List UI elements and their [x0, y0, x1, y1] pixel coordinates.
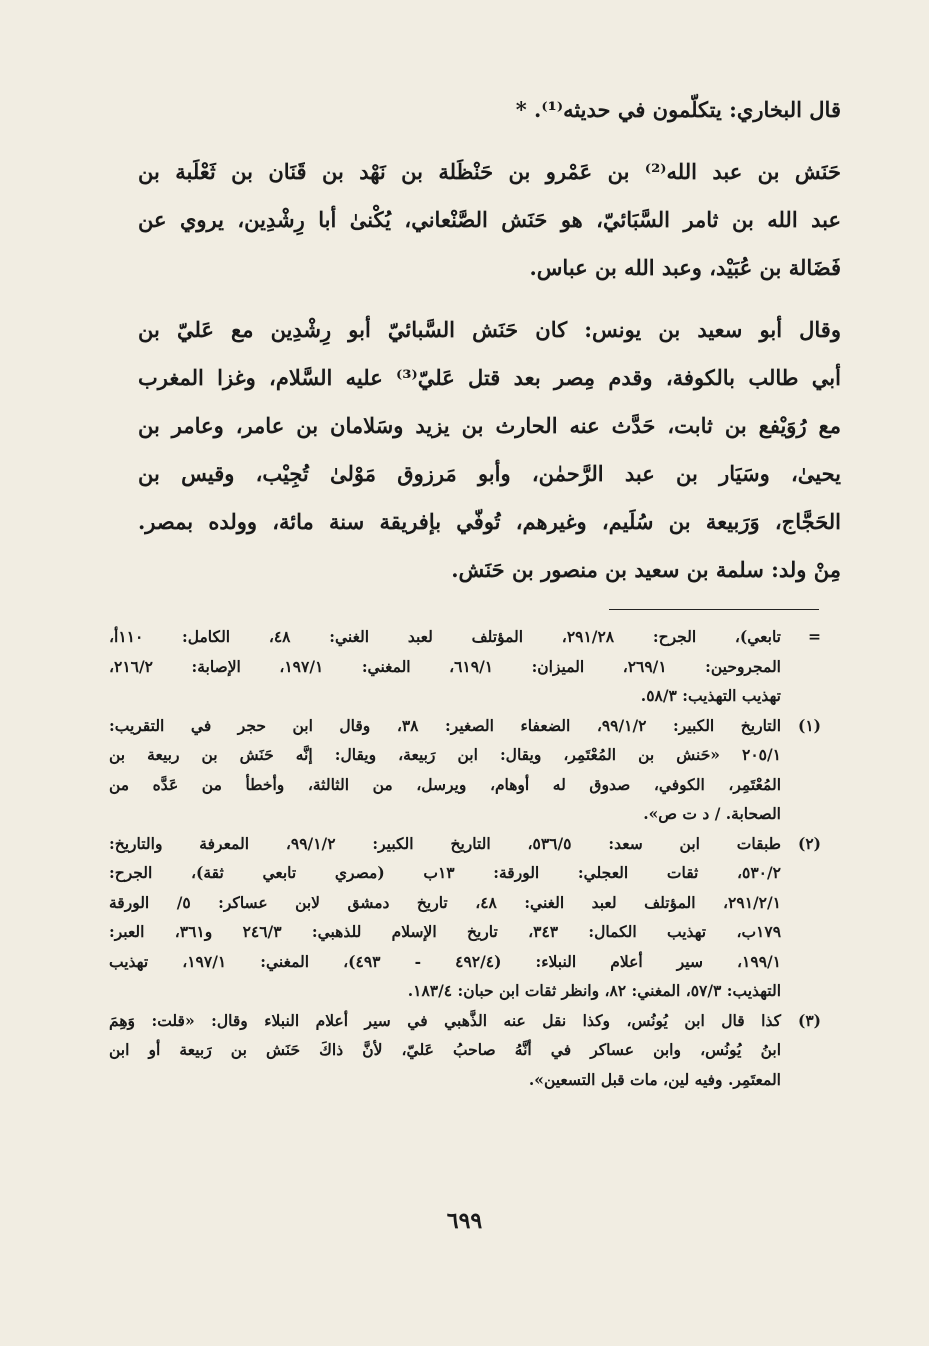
page-number: ٦٩٩: [446, 1208, 483, 1234]
footnotes: [109, 622, 821, 1094]
footnote-separator: [609, 609, 819, 610]
text-line: وقال أبو سعيد بن يونس: كان حَنَش السَّبائيّ أبو رِشْدِين مع عَليّ بن: [138, 317, 841, 342]
footnote-line: تابعي)، الجرح: ٢٩١/٢٨، المؤتلف لعبد الغني: ٤٨، الكامل: ١١٠أ،: [109, 627, 781, 646]
text-line: الحَجَّاج، وَرَبيعة بن سُلَيم، وغيرهم، تُوفّي بإفريقة سنة مائة، وولده بمصر.: [138, 509, 841, 534]
footnote-line: الصحابة. / د ت ص».: [643, 804, 781, 823]
main-text: [138, 86, 841, 594]
footnote-line: ٢٠٥/١ «حَنش بن المُعْتَمِر، ويقال: ابن رَبيعة، ويقال: إنَّه حَنَش بن ربيعة بن: [109, 745, 781, 764]
footnote-line: ٢٩١/٢/١، المؤتلف لعبد الغني: ٤٨، تاريخ دمشق لابن عساكر: ٥/ الورقة: [109, 892, 781, 912]
footnote-continued: [109, 622, 821, 711]
footnote-1: [109, 711, 821, 829]
footnote-line: ١٩٩/١، سير أعلام النبلاء: (٤٩٢/٤ - ٤٩٣)، المغني: ١٩٧/١، تهذيب: [109, 951, 782, 971]
footnote-2: [109, 829, 821, 1006]
footnote-line: ٥٣٠/٢، ثقات العجلي: الورقة: ١٣ب (مصري تابعي ثقة)، الجرح:: [109, 863, 781, 882]
text-line: حَنَش بن عبد الله⁽²⁾ بن عَمْرو بن حَنْظَلة بن نَهْد بن قَنَان بن ثَعْلَبة بن: [138, 159, 841, 184]
footnote-marker: (١): [797, 715, 821, 735]
text-line: يحيىٰ، وسَيَار بن عبد الرَّحمٰن، وأبو مَرزوق مَوْلىٰ تُجِيْب، وقيس بن: [138, 461, 841, 486]
text-line: قال البخاري: يتكلّمون في حديثه⁽¹⁾. *: [515, 97, 841, 122]
footnote-line: المجروحين: ٢٦٩/١، الميزان: ٦١٩/١، المغني: ١٩٧/١، الإصابة: ٢١٦/٢،: [109, 656, 781, 676]
footnote-line: المعتَمِر. وفيه لين، مات قبل التسعين».: [528, 1069, 781, 1089]
text-line: عبد الله بن ثامر السَّبَائيّ، هو حَنَش الصَّنْعاني، يُكْنىٰ أبا رِشْدِين، يروي عن: [138, 207, 841, 232]
paragraph-ibn-yunus: [138, 306, 841, 594]
footnote-line: التهذيب: ٥٧/٣، المغني: ٨٢، وانظر ثقات ابن حبان: ١٨٣/٤.: [407, 981, 781, 1000]
text-line: أبي طالب بالكوفة، وقدم مِصر بعد قتل عَليّ⁽³⁾ عليه السَّلام، وغزا المغرب: [138, 365, 841, 390]
paragraph-opening: [138, 86, 841, 134]
text-line: مِنْ ولد: سلمة بن سعيد بن منصور بن حَنَش.: [451, 557, 841, 582]
footnote-line: ١٧٩ب، تهذيب الكمال: ٣٤٣، تاريخ الإسلام للذهبي: ٢٤٦/٣ و٣٦١، العبر:: [109, 922, 782, 941]
footnote-line: ابنُ يُونُس، وابن عساكر في أنَّهُ صاحبُ عَليّ، لأنَّ ذاكَ حَنَش بن رَبيعة أو ابن: [109, 1040, 781, 1059]
footnote-3: [109, 1006, 821, 1095]
footnote-line: تهذيب التهذيب: ٥٨/٣.: [640, 686, 781, 705]
paragraph-hanash-bio: [138, 148, 841, 292]
footnote-line: التاريخ الكبير: ٩٩/١/٢، الضعفاء الصغير: ٣٨، وقال ابن حجر في التقريب:: [109, 715, 782, 735]
footnote-marker: (٣): [797, 1010, 821, 1030]
text-line: مع رُوَيْفع بن ثابت، حَدَّث عنه الحارث بن يزيد وسَلامان بن عامر، وعامر بن: [138, 413, 841, 438]
footnote-marker: =: [808, 627, 821, 646]
footnote-line: كذا قال ابن يُونُس، وكذا نقل عنه الذَّهبي في سير أعلام النبلاء وقال: «قلت: وَهِمَ: [109, 1010, 781, 1030]
text-line: فَضَالة بن عُبَيْد، وعبد الله بن عباس.: [529, 255, 841, 280]
footnote-marker: (٢): [797, 833, 821, 853]
footnote-line: المُعْتَمِر، الكوفي، صدوق له أوهام، ويرسل، من الثالثة، وأخطأ من عَدَّه من: [109, 774, 781, 794]
footnote-line: طبقات ابن سعد: ٥٣٦/٥، التاريخ الكبير: ٩٩/١/٢، المعرفة والتاريخ:: [109, 833, 781, 853]
